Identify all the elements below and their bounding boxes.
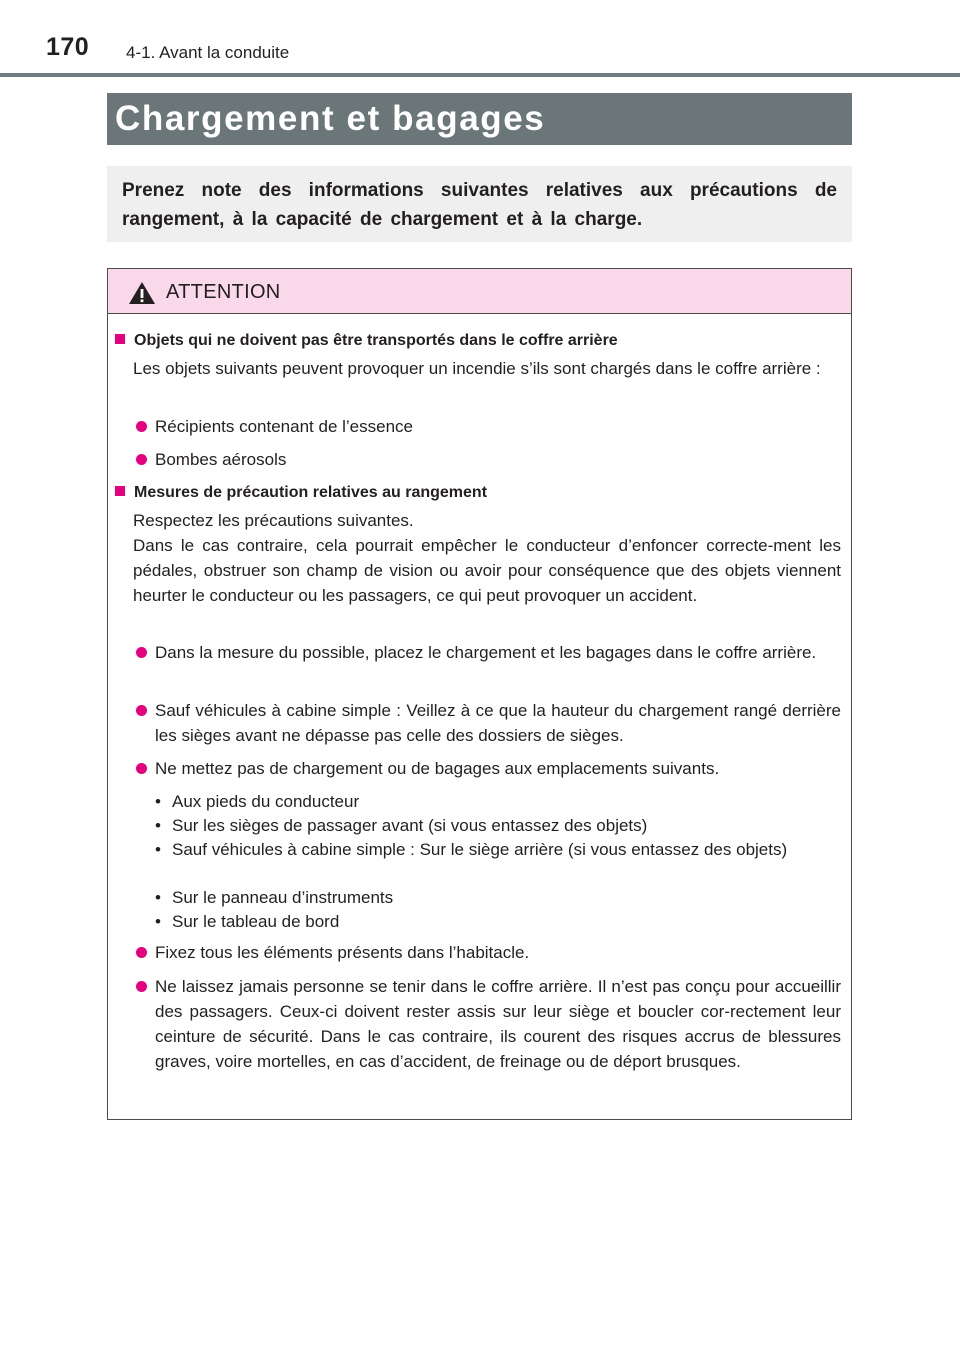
sub-bullet-marker: • (155, 816, 161, 835)
list-item-text: Ne mettez pas de chargement ou de bagages aux emplacements suivants. (155, 759, 720, 778)
round-bullet-icon (136, 421, 147, 432)
intro-box (107, 166, 852, 242)
warning-triangle-icon (128, 281, 156, 305)
list-item-text: Bombes aérosols (155, 450, 287, 469)
sub-bullet-marker: • (155, 840, 161, 859)
sub-list-item (155, 886, 841, 910)
sub-list-item-text: Sur le panneau d’instruments (172, 888, 394, 907)
page-header (0, 0, 960, 80)
warning-header (108, 269, 851, 314)
list-item (136, 447, 841, 472)
sub-list-item-text: Sauf véhicules à cabine simple : Sur le siège arrière (si vous entassez des objets) (172, 840, 788, 859)
list-item-text: Dans la mesure du possible, placez le chargement et les bagages dans le coffre arrière. (155, 643, 817, 662)
round-bullet-icon (136, 705, 147, 716)
page-title: Chargement et bagages (115, 99, 546, 138)
section-heading-storage-precautions (115, 482, 487, 504)
page-number: 170 (46, 33, 90, 61)
paragraph: Dans le cas contraire, cela pourrait empêcher le conducteur d’enfoncer correcte-ment les pédales, obstruer son champ de vision ou avoir pour conséquence que des objets viennent heurter le conducteur ou les passagers, ce qui peut provoquer un accident. (133, 536, 841, 605)
warning-box (107, 268, 852, 1120)
list-item (136, 974, 841, 1074)
title-bar (107, 93, 852, 145)
square-bullet-icon (115, 334, 125, 344)
list-item-text: Fixez tous les éléments présents dans l’habitacle. (155, 943, 530, 962)
sub-bullet-marker: • (155, 792, 161, 811)
sub-list-item (155, 910, 841, 934)
sub-list-item-text: Aux pieds du conducteur (172, 792, 360, 811)
intro-text: Prenez note des informations suivantes relatives aux précautions de rangement, à la capacité de chargement et à la charge. (122, 180, 837, 230)
sub-list-item (155, 838, 841, 862)
warning-title: ATTENTION (166, 281, 281, 303)
list-item-text: Sauf véhicules à cabine simple : Veillez à ce que la hauteur du chargement rangé derrière les sièges avant ne dépasse pas celle des dossiers de sièges. (155, 701, 841, 745)
paragraph: Les objets suivants peuvent provoquer un incendie s’ils sont chargés dans le coffre arrière : (133, 359, 821, 378)
round-bullet-icon (136, 454, 147, 465)
list-item (136, 756, 841, 781)
list-item-text: Ne laissez jamais personne se tenir dans le coffre arrière. Il n’est pas conçu pour accueillir des passagers. Ceux-ci doivent rester assis sur leur siège et boucler cor-rectement leur ceinture de sécurité. Dans le cas contraire, ils courent des risques accrus de blessures graves, voire mortelles, en cas d’accident, de freinage ou de déport brusques. (155, 977, 841, 1071)
list-item (136, 640, 841, 665)
list-item (136, 414, 841, 439)
sub-list-item (155, 814, 841, 838)
round-bullet-icon (136, 647, 147, 658)
paragraph: Respectez les précautions suivantes. (133, 511, 414, 530)
sub-list-item-text: Sur le tableau de bord (172, 912, 340, 931)
sub-list-item-text: Sur les sièges de passager avant (si vous entassez des objets) (172, 816, 648, 835)
section-label: 4-1. Avant la conduite (126, 43, 290, 62)
sub-list-item (155, 790, 841, 814)
section-heading-text: Mesures de précaution relatives au rangement (134, 484, 488, 501)
sub-bullet-marker: • (155, 888, 161, 907)
round-bullet-icon (136, 981, 147, 992)
round-bullet-icon (136, 763, 147, 774)
list-item-text: Récipients contenant de l’essence (155, 417, 413, 436)
sub-bullet-marker: • (155, 912, 161, 931)
section-heading-text: Objets qui ne doivent pas être transportés dans le coffre arrière (134, 332, 618, 349)
header-divider (0, 73, 960, 77)
list-item (136, 940, 841, 965)
square-bullet-icon (115, 486, 125, 496)
section-heading-forbidden-items (115, 330, 618, 352)
list-item (136, 698, 841, 748)
round-bullet-icon (136, 947, 147, 958)
